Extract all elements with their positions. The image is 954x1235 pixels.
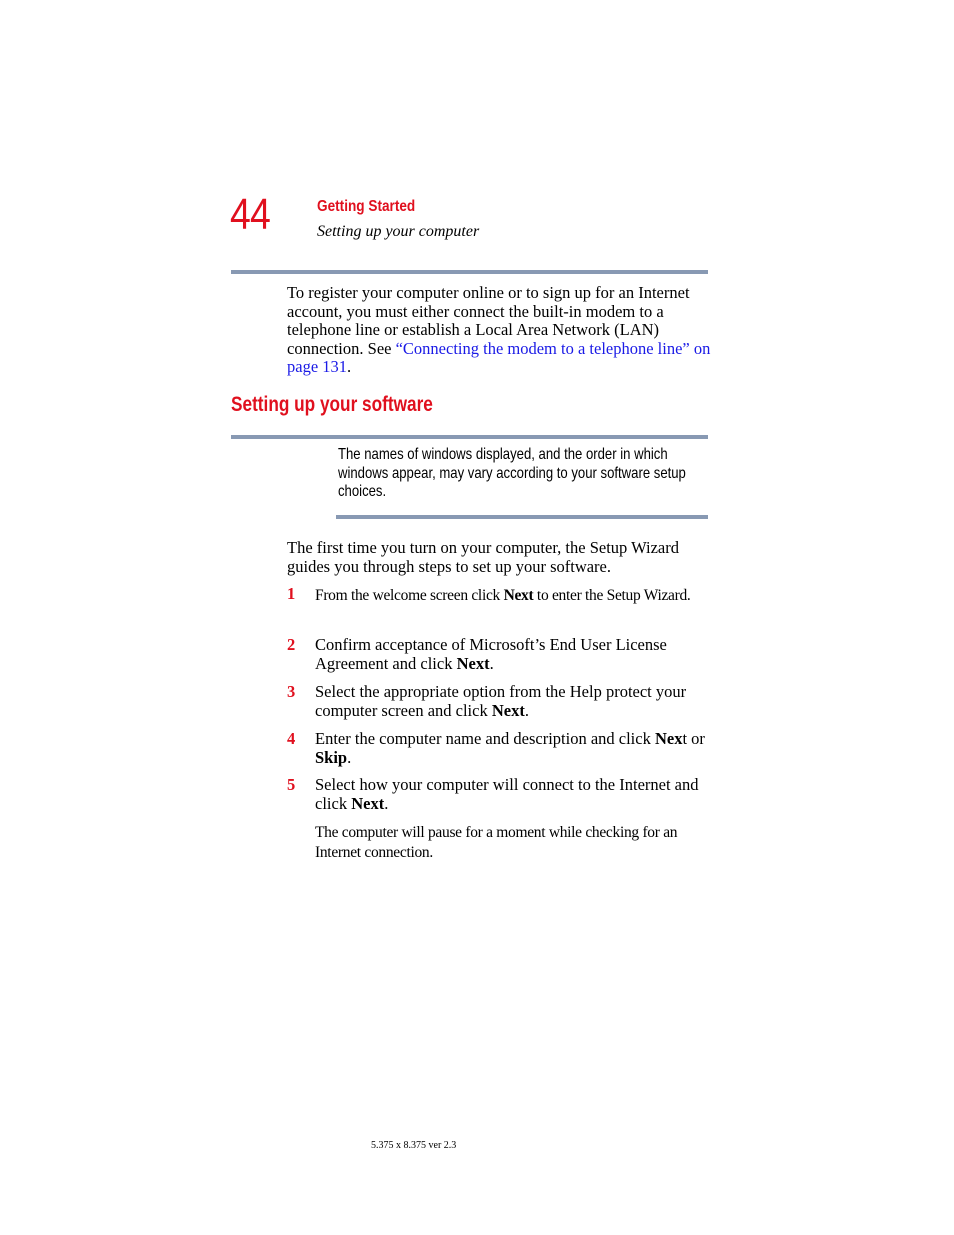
step-text: Enter the computer name and description and click Next or Skip. [315,729,705,767]
result-note: The computer will pause for a moment while checking for an Internet connection. [315,824,678,861]
step-text: Confirm acceptance of Microsoft’s End User License Agreement and click Next. [315,635,667,673]
modem-connection-link[interactable]: “Connecting the modem to a telephone line” on page 131 [287,338,711,376]
note-text: The names of windows displayed, and the order in which windows appear, may vary according to your software setup choices. [338,446,686,500]
section-heading: Setting up your software [231,393,433,416]
section-subtitle: Setting up your computer [317,223,480,240]
step-1 [287,585,717,606]
step-3 [287,683,717,720]
note-divider-top [231,435,708,439]
step-number: 4 [287,729,296,748]
step-4 [287,730,717,767]
note-divider-bottom [336,515,708,519]
step-number: 2 [287,635,296,654]
step-number: 1 [287,584,296,603]
page-number: 44 [230,190,270,239]
intro-paragraph [287,284,712,377]
step-text: Select the appropriate option from the Help protect your computer screen and click Next. [315,682,687,720]
lead-paragraph: The first time you turn on your computer, the Setup Wizard guides you through steps to set up your software. [287,538,679,576]
step-number: 3 [287,682,296,701]
step-number: 5 [287,775,296,794]
chapter-title: Getting Started [317,198,416,215]
step-2 [287,636,717,673]
header-divider [231,270,708,274]
step-text: Select how your computer will connect to the Internet and click Next. [315,775,699,813]
footer-version: 5.375 x 8.375 ver 2.3 [371,1140,457,1151]
step-5 [287,776,717,813]
intro-text: To register your computer online or to sign up for an Internet account, you must either connect the built-in modem to a telephone line or establish a Local Area Network (LAN) connection. See [287,283,690,358]
intro-text-end: . [347,357,352,376]
step-text: From the welcome screen click Next to enter the Setup Wizard. [315,587,691,604]
